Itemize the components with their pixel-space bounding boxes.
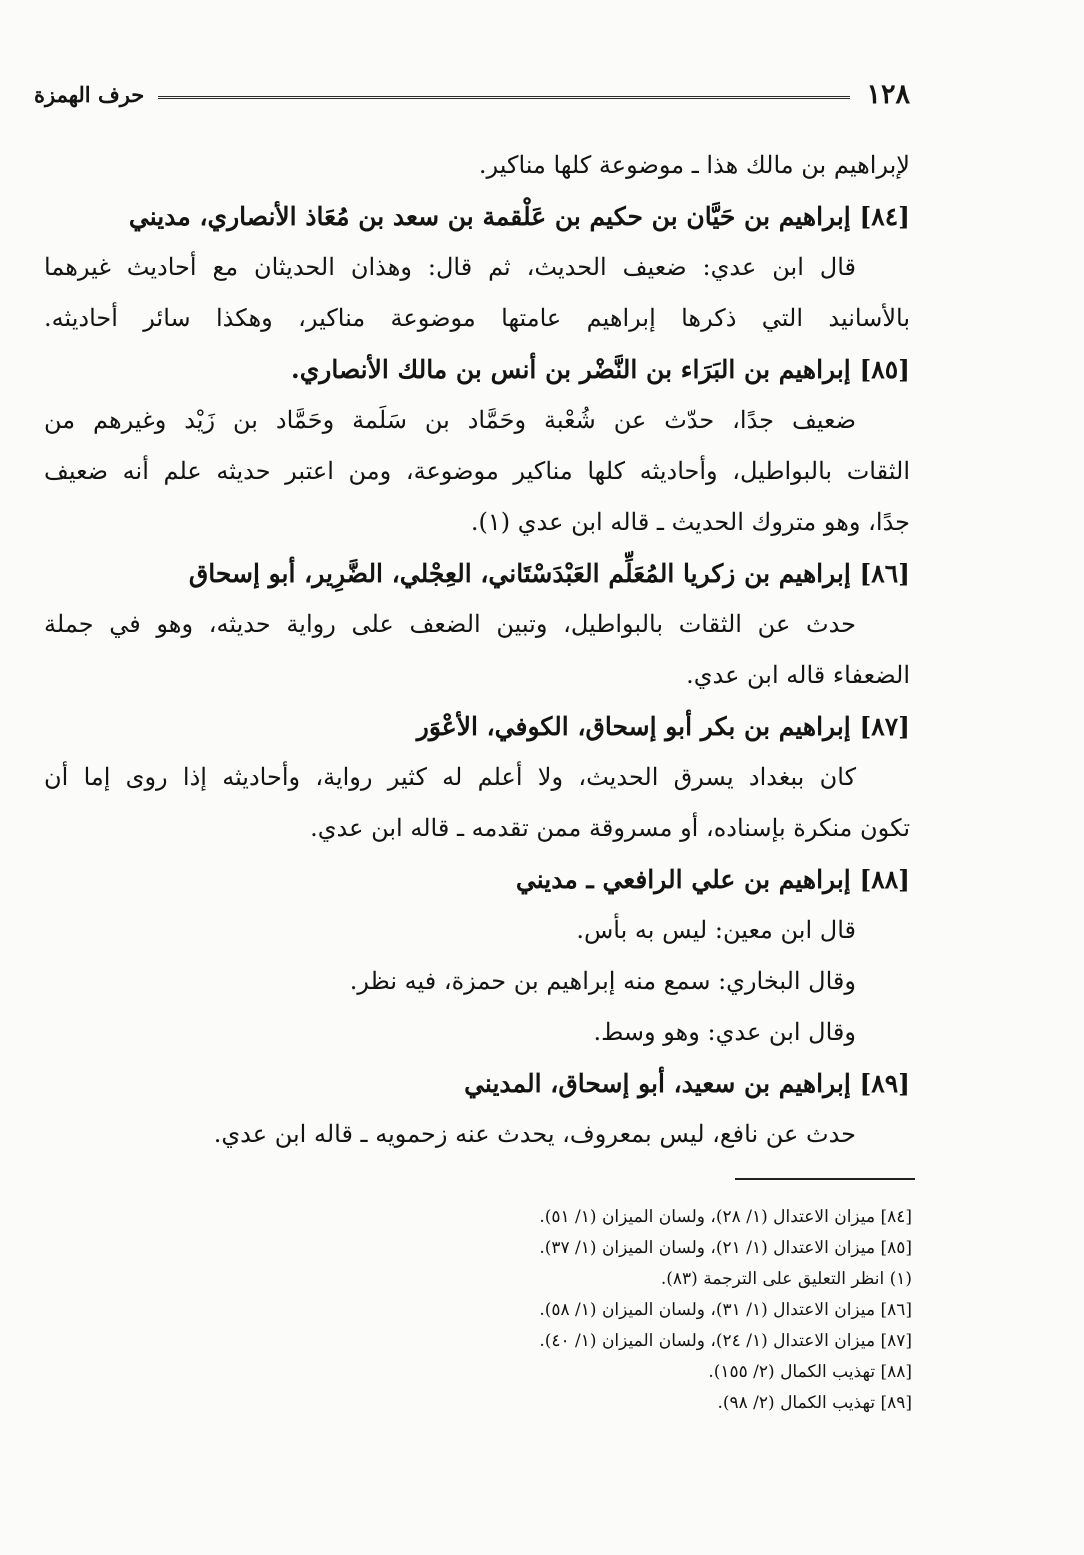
footnote: [٨٥] ميزان الاعتدال (١/ ٢١)، ولسان الميزان (١/ ٣٧).	[539, 1238, 912, 1258]
footnote: (١) انظر التعليق على الترجمة (٨٣).	[660, 1269, 912, 1289]
running-head: حرف الهمزة	[34, 81, 145, 107]
entry-heading: [٨٥] إبراهيم بن البَرَاء بن النَّضْر بن أنس بن مالك الأنصاري.	[291, 355, 910, 384]
text-line: وقال البخاري: سمع منه إبراهيم بن حمزة، فيه نظر.	[349, 967, 856, 995]
footnote: [٨٨] تهذيب الكمال (٢/ ١٥٥).	[708, 1362, 912, 1382]
text-line: بالأسانيد التي ذكرها إبراهيم عامتها موضوعة مناكير، وهكذا سائر أحاديثه.	[44, 304, 910, 332]
text-line: الضعفاء قاله ابن عدي.	[686, 661, 910, 689]
text-line: حدث عن نافع، ليس بمعروف، يحدث عنه زحمويه ـ قاله ابن عدي.	[213, 1120, 856, 1148]
footnote: [٨٩] تهذيب الكمال (٢/ ٩٨).	[717, 1393, 912, 1413]
footnote: [٨٤] ميزان الاعتدال (١/ ٢٨)، ولسان الميزان (١/ ٥١).	[539, 1207, 912, 1227]
entry-heading: [٨٧] إبراهيم بن بكر أبو إسحاق، الكوفي، الأعْوَر	[416, 712, 910, 741]
text-line: الثقات بالبواطيل، وأحاديثه كلها مناكير موضوعة، ومن اعتبر حديثه علم أنه ضعيف	[44, 457, 910, 485]
header-rule	[158, 96, 850, 99]
footnote: [٨٦] ميزان الاعتدال (١/ ٣١)، ولسان الميزان (١/ ٥٨).	[539, 1300, 912, 1320]
footnote-separator	[735, 1178, 915, 1180]
text-line: قال ابن عدي: ضعيف الحديث، ثم قال: وهذان الحديثان مع أحاديث غيرهما	[44, 253, 856, 281]
text-line: تكون منكرة بإسناده، أو مسروقة ممن تقدمه ـ قاله ابن عدي.	[310, 814, 910, 842]
text-line: ضعيف جدًا، حدّث عن شُعْبة وحَمَّاد بن سَلَمة وحَمَّاد بن زَيْد وغيرهم من	[44, 406, 856, 434]
text-line: قال ابن معين: ليس به بأس.	[576, 916, 856, 944]
text-line: جدًا، وهو متروك الحديث ـ قاله ابن عدي (١).	[470, 508, 910, 536]
page-number: ١٢٨	[866, 78, 910, 110]
entry-heading: [٨٤] إبراهيم بن حَيَّان بن حكيم بن عَلْقمة بن سعد بن مُعَاذ الأنصاري، مديني	[128, 202, 910, 231]
entry-heading: [٨٨] إبراهيم بن علي الرافعي ـ مديني	[515, 865, 910, 894]
text-line: لإبراهيم بن مالك هذا ـ موضوعة كلها مناكير.	[478, 151, 910, 179]
entry-heading: [٨٩] إبراهيم بن سعيد، أبو إسحاق، المديني	[464, 1069, 910, 1098]
text-line: حدث عن الثقات بالبواطيل، وتبين الضعف على رواية حديثه، وهو في جملة	[44, 610, 856, 638]
footnote: [٨٧] ميزان الاعتدال (١/ ٢٤)، ولسان الميزان (١/ ٤٠).	[539, 1331, 912, 1351]
page-header	[34, 74, 910, 114]
text-line: وقال ابن عدي: وهو وسط.	[593, 1018, 856, 1046]
text-line: كان ببغداد يسرق الحديث، ولا أعلم له كثير رواية، وأحاديثه إذا روى إما أن	[44, 763, 856, 791]
entry-heading: [٨٦] إبراهيم بن زكريا المُعَلِّم العَبْدَسْتَاني، العِجْلي، الضَّرِير، أبو إسحاق	[188, 559, 910, 588]
footnotes	[200, 1202, 912, 1419]
main-text	[44, 140, 910, 1160]
